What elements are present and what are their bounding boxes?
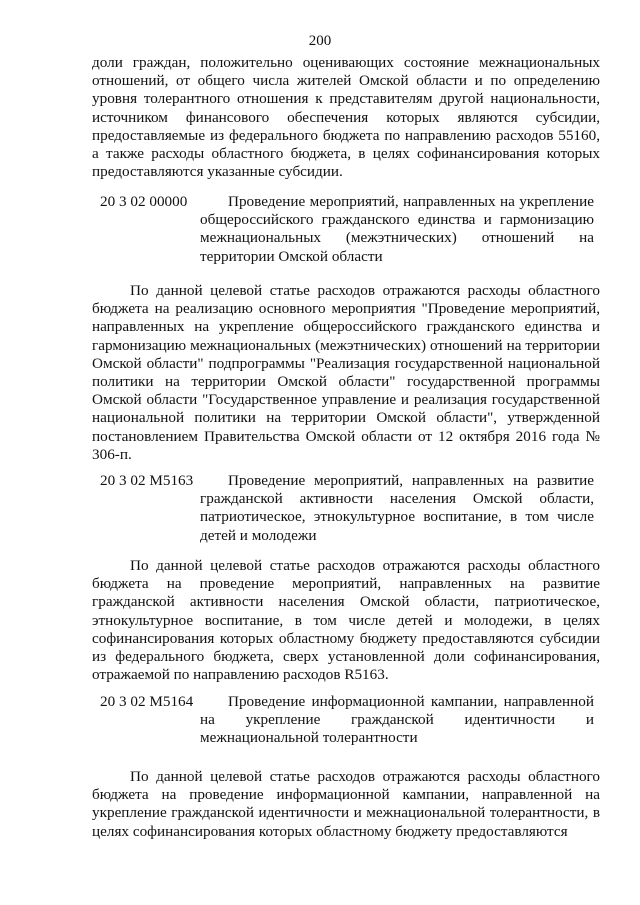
section-2-title: Проведение мероприятий, направленных на развитие гражданской активности населения Омской области, патриотическое, этнокультурное воспитание, в том числе детей и молодежи [200,472,594,544]
section-1-title: Проведение мероприятий, направленных на укрепление общероссийского гражданского единства и гармонизацию межнациональных (межэтнических) отношений на территории Омской области [200,193,594,265]
section-1-description: По данной целевой статье расходов отражаются расходы областного бюджета на реализацию основного мероприятия "Проведение мероприятий, направленных на укрепление общероссийского гражданского единства и гармонизацию межнациональных (межэтнических) отношений на территории Омской области" подпрограммы "Реализация государственной национальной политики на территории Омской области" государственной программы Омской области "Государственное управление и реализация государственной национальной политики на территории Омской области", утвержденной постановлением Правительства Омской области от 12 октября 2016 года № 306-п. [92,282,600,463]
intro-paragraph: доли граждан, положительно оценивающих состояние межнациональных отношений, от общего числа жителей Омской области и по определению уровня толерантного отношения к представителям другой национальности, источником финансового обеспечения которых являются субсидии, предоставляемые из федерального бюджета по направлению расходов 55160, а также расходы областного бюджета, в целях софинансирования которых предоставляются указанные субсидии. [92,54,600,181]
section-3-title: Проведение информационной кампании, направленной на укрепление гражданской идентичности и межнациональной толерантности [200,693,594,747]
section-2-description: По данной целевой статье расходов отражаются расходы областного бюджета на проведение мероприятий, направленных на развитие гражданской активности населения Омской области, патриотическое, этнокультурное воспитание, в том числе детей и молодежи, в целях софинансирования которых областному бюджету предоставляются субсидии из федерального бюджета, сверх установленной доли софинансирования, отражаемой по направлению расходов R5163. [92,557,600,684]
section-3-code: 20 3 02 M5164 [100,693,194,710]
section-3-description: По данной целевой статье расходов отражаются расходы областного бюджета на проведение информационной кампании, направленной на укрепление гражданской идентичности и межнациональной толерантности, в целях софинансирования которых областному бюджету предоставляются [92,768,600,840]
section-1-code: 20 3 02 00000 [100,193,188,210]
page-number: 200 [308,33,332,49]
section-2-code: 20 3 02 M5163 [100,472,194,489]
